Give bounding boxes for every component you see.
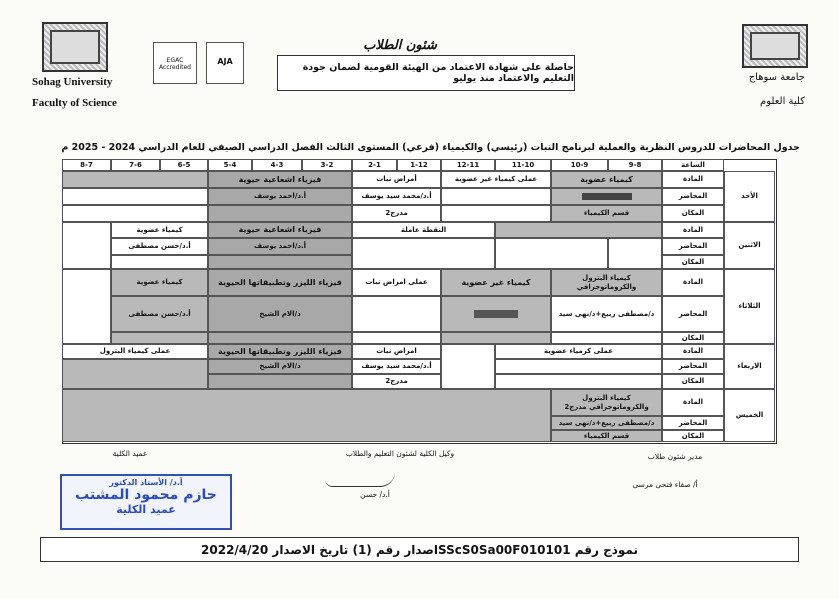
tuesday-lab-plant-disease: عملى امراض نبات <box>352 269 441 296</box>
form-number-footer <box>40 537 799 562</box>
monday-empty <box>208 255 352 269</box>
time-slot: 6-5 <box>160 159 208 171</box>
wednesday-lecturer-sheikh: د/الام الشيخ <box>208 359 352 374</box>
dean-title: عميد الكلية <box>112 449 148 458</box>
thursday-lecturer-mustafa: د/مصطفى ربيع+د/نهى سيد <box>551 416 662 430</box>
tuesday-lecturer-mustafa: د/مصطفى ربيع+د/نهى سيد <box>551 296 662 332</box>
wednesday-lecturer-sayed: أ.د/محمد سيد يوسف <box>352 359 441 374</box>
row-label-subject: المادة <box>662 222 724 238</box>
faculty-name-en: Faculty of Science <box>32 97 117 109</box>
tuesday-lecturer-sheikh: د/الام الشيخ <box>208 296 352 332</box>
monday-lecturer-hasan: أ.د/حسن مصطفى <box>111 238 208 255</box>
aja-badge-text: AJA <box>217 57 233 66</box>
row-label-lecturer: المحاضر <box>662 416 724 430</box>
vice-signature-scribble <box>325 472 395 487</box>
time-slot: 4-3 <box>252 159 302 171</box>
university-logo-icon <box>42 22 108 72</box>
row-label-lecturer: المحاضر <box>662 238 724 255</box>
monday-subject-point: النقطة عاملة <box>352 222 495 238</box>
faculty-logo-icon <box>742 24 808 68</box>
tuesday-subject-petroleum <box>551 269 662 296</box>
accreditation-box <box>277 55 575 91</box>
tuesday-subject-laser: فيزياء الليزر وتطبيقاتها الحيوية <box>208 269 352 296</box>
monday-empty <box>352 238 495 269</box>
tuesday-empty <box>352 332 441 344</box>
sunday-empty <box>62 188 208 205</box>
monday-empty <box>62 222 111 269</box>
form-number-text: نموذج رقم SScS0Sa00F010101اصدار رقم (1) تاريخ الاصدار 2022/4/20 <box>201 542 638 557</box>
time-slot: 10-9 <box>551 159 608 171</box>
row-label-lecturer: المحاضر <box>662 359 724 374</box>
egac-badge-text: EGAC Accredited <box>159 57 191 71</box>
day-sunday: الأحد <box>724 171 775 222</box>
row-label-place: المكان <box>662 430 724 442</box>
monday-empty <box>495 222 662 238</box>
sunday-empty <box>441 188 551 205</box>
accreditation-text: حاصلة على شهادة الاعتماد من الهيئة القومية لضمان جودة التعليم والاعتماد منذ يوليو <box>302 62 574 84</box>
egac-badge <box>153 42 197 84</box>
faculty-name-ar: كلية العلوم <box>760 96 805 107</box>
row-label-place: المكان <box>662 374 724 389</box>
monday-empty <box>495 238 608 269</box>
wednesday-subject-laser: فيزياء الليزر وتطبيقاتها الحيوية <box>208 344 352 359</box>
wednesday-empty <box>495 374 662 389</box>
time-slot: 7-6 <box>111 159 160 171</box>
university-name-en: Sohag University <box>32 76 113 88</box>
time-slot: 9-8 <box>608 159 662 171</box>
vice-dean-name: أ.د/ حسن <box>360 490 390 499</box>
aja-badge <box>206 42 244 84</box>
time-slot: 8-7 <box>62 159 111 171</box>
row-label-subject: المادة <box>662 344 724 359</box>
students-affairs-title: شئون الطلاب <box>363 38 437 53</box>
sunday-lecturer-sayed: أ.د/محمد سيد يوسف <box>352 188 441 205</box>
time-slot: 3-2 <box>302 159 352 171</box>
sunday-empty <box>62 171 208 188</box>
wednesday-place-hall2: مدرج2 <box>352 374 441 389</box>
sunday-subject-organic: كيمياء عضوية <box>551 171 662 188</box>
monday-empty <box>608 238 662 269</box>
manager-title: مدير شئون طلاب <box>647 452 703 461</box>
day-thursday: الخميس <box>724 389 775 442</box>
sunday-subject-plant-disease: أمراض نبات <box>352 171 441 188</box>
tuesday-petroleum-title: كيمياء البترول والكروماتوجرافي <box>576 274 637 291</box>
row-label-place: المكان <box>662 332 724 344</box>
tuesday-empty <box>111 332 208 344</box>
monday-subject-physics: فيزياء اشعاعية حيوية <box>208 222 352 238</box>
wednesday-empty <box>208 374 352 389</box>
time-slot: 12-11 <box>441 159 495 171</box>
tuesday-empty <box>551 332 662 344</box>
thursday-empty <box>62 389 551 442</box>
day-monday: الاثنين <box>724 222 775 269</box>
sunday-lecturer-organic <box>551 188 662 205</box>
wednesday-lab-organic: عملى كرمياء عضوية <box>495 344 662 359</box>
tuesday-empty <box>208 332 352 344</box>
university-name-ar: جامعة سوهاج <box>748 72 805 83</box>
sunday-empty <box>441 205 551 222</box>
vice-dean-title: وكيل الكلية لشئون التعليم والطلاب <box>345 449 455 458</box>
row-label-subject: المادة <box>662 171 724 188</box>
wednesday-subject-plant-disease: امراض نبات <box>352 344 441 359</box>
tuesday-subject-organic: كيمياء عضوية <box>111 269 208 296</box>
stamp-line2: حازم محمود المشتب <box>75 487 217 503</box>
wednesday-empty <box>495 359 662 374</box>
stamp-line1: أ.د/ الأستاذ الدكتور <box>109 478 183 487</box>
row-label-lecturer: المحاضر <box>662 188 724 205</box>
row-label-lecturer: المحاضر <box>662 296 724 332</box>
sunday-subject-physics: فيزياء اشعاعية حيوية <box>208 171 352 188</box>
schedule-title: جدول المحاضرات للدروس النظرية والعملية لبرنامج النبات (رئيسي) والكيمياء (فرعي) المستوى الثالث الفصل الدراسي الصيفي للعام الدراسي 2024 - 2025 م <box>61 142 800 153</box>
sunday-empty <box>208 205 352 222</box>
row-label-subject: المادة <box>662 389 724 416</box>
tuesday-empty <box>352 296 441 332</box>
sunday-place-hall2: مدرج2 <box>352 205 441 222</box>
time-slot: 11-10 <box>495 159 551 171</box>
wednesday-empty <box>441 344 495 389</box>
row-label-subject: المادة <box>662 269 724 296</box>
monday-lecturer-ahmed: أ.د/احمد يوسف <box>208 238 352 255</box>
day-wednesday: الاربعاء <box>724 344 775 389</box>
time-slot: 1-12 <box>397 159 441 171</box>
time-slot: 5-4 <box>208 159 252 171</box>
row-label-place: المكان <box>662 205 724 222</box>
tuesday-subject-inorganic: كيمياء غير عضوية <box>441 269 551 296</box>
wednesday-lab-petroleum: عملى كيمياء البترول <box>62 344 208 359</box>
sunday-lecturer-ahmed: أ.د/احمد يوسف <box>208 188 352 205</box>
tuesday-empty <box>441 332 551 344</box>
time-slot: 2-1 <box>352 159 397 171</box>
thursday-subject-petroleum: كيمياء البترول والكروماتوجرافي مدرج2 <box>551 389 662 416</box>
thursday-place-chem: قسم الكيمياء <box>551 430 662 442</box>
manager-name: أ/ صفاء فتحى مرسى <box>632 480 698 489</box>
tuesday-lecturer-inorganic <box>441 296 551 332</box>
wednesday-empty <box>62 359 208 389</box>
tuesday-lecturer-hasan: أ.د/حسن مصطفى <box>111 296 208 332</box>
dean-stamp <box>60 474 232 530</box>
time-header-label: الساعة <box>662 159 724 171</box>
day-tuesday: الثلاثاء <box>724 269 775 344</box>
sunday-place-organic: قسم الكيمياء <box>551 205 662 222</box>
row-label-place: المكان <box>662 255 724 269</box>
tuesday-empty <box>62 269 111 344</box>
monday-subject-organic: كيمياء عضوية <box>111 222 208 238</box>
sunday-empty <box>62 205 208 222</box>
monday-empty <box>111 255 208 269</box>
stamp-line3: عميد الكلية <box>116 503 176 516</box>
sunday-lab-inorganic: عملى كيمياء غير عضوية <box>441 171 551 188</box>
